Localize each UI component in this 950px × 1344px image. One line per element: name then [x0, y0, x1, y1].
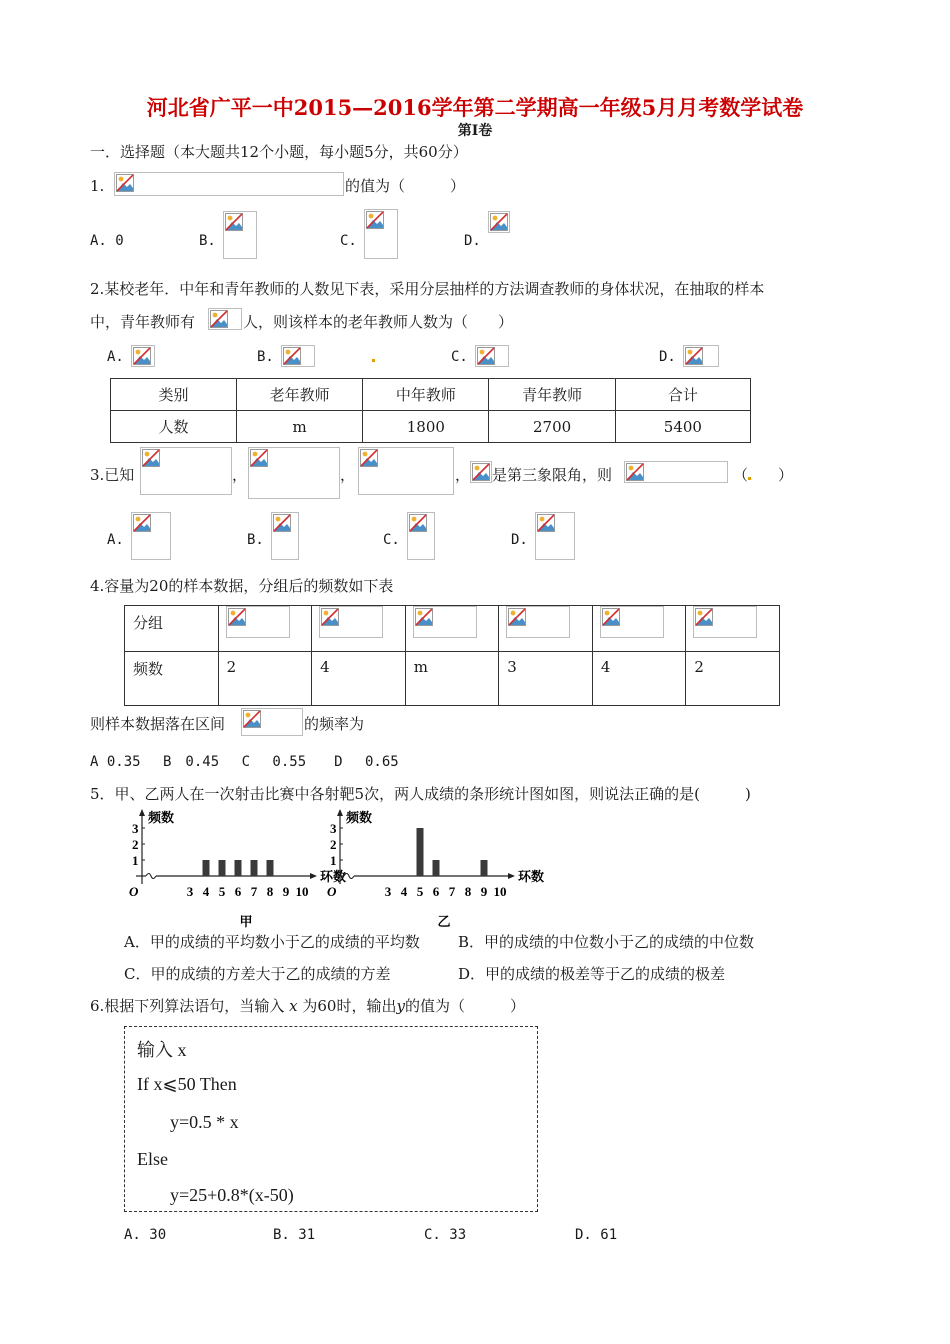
- image-icon: [472, 463, 490, 481]
- y-axis-arrow: [139, 809, 145, 816]
- y-axis-label: 频数: [148, 810, 175, 825]
- q5-option-c: C．甲的成绩的方差大于乙的成绩的方差: [124, 965, 391, 983]
- y-axis-label: 频数: [346, 810, 373, 825]
- formula-image: [488, 211, 510, 233]
- q6-option-a: A. 30: [124, 1227, 167, 1243]
- table-cell: [405, 606, 499, 652]
- origin-label: O: [129, 884, 139, 899]
- image-icon: [409, 514, 427, 532]
- q6-var-x: x: [289, 997, 298, 1015]
- image-icon: [273, 514, 291, 532]
- image-icon: [508, 608, 526, 626]
- image-icon: [360, 449, 378, 467]
- table-cell: [686, 606, 780, 652]
- q3-option-d: D.: [511, 532, 528, 548]
- q6-stem-a: 6.根据下列算法语句，当输入: [90, 997, 285, 1015]
- q1-option-c: C.: [340, 233, 357, 249]
- bar: [235, 860, 242, 876]
- x-tick-label: 10: [493, 884, 507, 899]
- formula-image: [407, 512, 435, 560]
- q5-stem: 5．甲、乙两人在一次射击比赛中各射靶5次，两人成绩的条形统计图如图，则说法正确的是( ): [90, 785, 751, 803]
- x-tick-label: 10: [295, 884, 309, 899]
- table-header: 青年教师: [489, 379, 615, 411]
- code-line: y=0.5 * x: [170, 1112, 239, 1132]
- x-axis-label: 环数: [518, 869, 545, 884]
- formula-image: [683, 345, 719, 367]
- table-cell: 2: [686, 652, 780, 706]
- table-cell: 人数: [111, 411, 237, 443]
- formula-image: [140, 447, 232, 495]
- y-tick-label: 1: [330, 853, 337, 868]
- q6-option-c: C. 33: [424, 1227, 467, 1243]
- x-tick-label: 9: [282, 884, 290, 899]
- formula-image: [271, 512, 299, 560]
- table-header: 中年教师: [363, 379, 489, 411]
- formula-image: [114, 172, 344, 196]
- bar: [219, 860, 226, 876]
- image-icon: [477, 347, 495, 365]
- x-tick-label: 8: [266, 884, 274, 899]
- x-tick-label: 4: [400, 884, 408, 899]
- q3-option-b: B.: [247, 532, 264, 548]
- bar: [267, 860, 274, 876]
- q5-option-b: B．甲的成绩的中位数小于乙的成绩的中位数: [458, 933, 755, 951]
- x-tick-label: 8: [464, 884, 472, 899]
- y-tick-label: 1: [132, 853, 139, 868]
- x-tick-label: 9: [480, 884, 488, 899]
- table-cell: 5400: [615, 411, 750, 443]
- x-tick-label: 3: [384, 884, 392, 899]
- y-tick-label: 3: [330, 821, 337, 836]
- x-tick-label: 7: [448, 884, 456, 899]
- q3-comma: ，: [455, 466, 471, 484]
- q1-option-d: D.: [464, 233, 481, 249]
- q2-option-b: B.: [257, 349, 274, 365]
- q4-options: A 0.35 B 0.45 C 0.55 D 0.65: [90, 754, 399, 770]
- table-cell: 3: [499, 652, 593, 706]
- q2-line2b: 人，则该样本的老年教师人数为（ ）: [243, 313, 514, 331]
- bar-charts: [120, 810, 545, 934]
- q2-option-d: D.: [659, 349, 676, 365]
- q6-stem-b: 为60时，输出: [302, 997, 397, 1015]
- formula-image: [535, 512, 575, 560]
- y-tick-label: 2: [330, 837, 337, 852]
- q6-stem: [90, 996, 525, 1016]
- q2-option-a: A.: [107, 349, 124, 365]
- formula-image: [693, 606, 757, 638]
- image-icon: [366, 211, 384, 229]
- image-icon: [415, 608, 433, 626]
- frequency-table: [124, 605, 780, 706]
- image-icon: [685, 347, 703, 365]
- formula-image: [470, 461, 492, 483]
- table-header: 分组: [125, 606, 219, 652]
- table-cell: 2: [218, 652, 312, 706]
- image-icon: [228, 608, 246, 626]
- bar: [481, 860, 488, 876]
- bar: [203, 860, 210, 876]
- table-header: 老年教师: [237, 379, 363, 411]
- table-cell: [312, 606, 406, 652]
- formula-image: [600, 606, 664, 638]
- formula-image: [281, 345, 315, 367]
- table-cell: [218, 606, 312, 652]
- formula-image: [248, 447, 340, 499]
- table-cell: [592, 606, 686, 652]
- image-icon: [210, 310, 228, 328]
- formula-image: [413, 606, 477, 638]
- q3-mid: 是第三象限角，则: [492, 466, 613, 484]
- formula-image: [506, 606, 570, 638]
- y-axis-arrow: [337, 809, 343, 816]
- table-cell: m: [405, 652, 499, 706]
- x-tick-label: 5: [416, 884, 424, 899]
- bar: [251, 860, 258, 876]
- image-icon: [250, 449, 268, 467]
- q3-prefix: 3.已知: [90, 466, 135, 484]
- origin-label: O: [327, 884, 337, 899]
- q4-stem: 4.容量为20的样本数据，分组后的频数如下表: [90, 577, 394, 595]
- stray-mark: [748, 477, 751, 480]
- formula-image: [226, 606, 290, 638]
- chart-title: 乙: [437, 914, 451, 929]
- formula-image: [364, 209, 398, 259]
- x-tick-label: 3: [186, 884, 194, 899]
- formula-image: [131, 512, 171, 560]
- image-icon: [537, 514, 555, 532]
- image-icon: [133, 514, 151, 532]
- q3-paren-close: ）: [778, 466, 794, 484]
- y-tick-label: 2: [132, 837, 139, 852]
- q4-line2a: 则样本数据落在区间: [90, 715, 226, 733]
- bar: [417, 828, 424, 876]
- q6-var-y: y: [396, 997, 405, 1015]
- bar: [433, 860, 440, 876]
- table-cell: m: [237, 411, 363, 443]
- formula-image: [358, 447, 454, 495]
- x-axis-arrow: [310, 873, 317, 879]
- q2-line2a: 中，青年教师有: [90, 313, 196, 331]
- formula-image: [319, 606, 383, 638]
- image-icon: [225, 213, 243, 231]
- x-tick-label: 7: [250, 884, 258, 899]
- q3-comma: ，: [232, 466, 248, 484]
- code-line: 输入 x: [137, 1040, 187, 1060]
- y-tick-label: 3: [132, 821, 139, 836]
- image-icon: [133, 347, 151, 365]
- code-line: If x⩽50 Then: [137, 1074, 237, 1094]
- q3-option-a: A.: [107, 532, 124, 548]
- image-icon: [626, 463, 644, 481]
- table-cell: [499, 606, 593, 652]
- q5-option-a: A．甲的成绩的平均数小于乙的成绩的平均数: [124, 933, 420, 951]
- exam-title: 河北省广平一中2015—2016学年第二学期高一年级5月月考数学试卷: [146, 95, 804, 120]
- q1-stem: 的值为（ ）: [345, 177, 466, 195]
- table-header: 频数: [125, 652, 219, 706]
- image-icon: [490, 213, 508, 231]
- teacher-count-table: [110, 378, 751, 443]
- formula-image: [208, 308, 242, 330]
- q6-option-d: D. 61: [575, 1227, 618, 1243]
- q2-option-c: C.: [451, 349, 468, 365]
- q6-option-b: B. 31: [273, 1227, 316, 1243]
- x-tick-label: 6: [432, 884, 440, 899]
- q1-option-a: A. 0: [90, 233, 124, 249]
- x-tick-label: 6: [234, 884, 242, 899]
- image-icon: [321, 608, 339, 626]
- x-axis-arrow: [508, 873, 515, 879]
- x-axis-label: 环数: [320, 869, 347, 884]
- image-icon: [116, 174, 134, 192]
- stray-mark: [372, 359, 375, 362]
- formula-image: [475, 345, 509, 367]
- q6-stem-c: 的值为（ ）: [404, 997, 525, 1015]
- q3-comma: ，: [340, 466, 356, 484]
- table-cell: 4: [592, 652, 686, 706]
- x-axis-break: [146, 874, 156, 879]
- q2-line1: 2.某校老年．中年和青年教师的人数见下表，采用分层抽样的方法调查教师的身体状况，在抽取的样本: [90, 280, 765, 298]
- q4-line2b: 的频率为: [304, 715, 365, 733]
- q3-paren-open: （: [733, 466, 749, 484]
- table-header: 合计: [615, 379, 750, 411]
- q1-number: 1.: [90, 177, 105, 195]
- code-line: Else: [137, 1149, 168, 1169]
- image-icon: [142, 449, 160, 467]
- formula-image: [624, 461, 728, 483]
- image-icon: [602, 608, 620, 626]
- section-instructions: 一．选择题（本大题共12个小题，每小题5分，共60分）: [90, 143, 468, 161]
- section-title: 第Ⅰ卷: [457, 123, 493, 139]
- image-icon: [243, 710, 261, 728]
- table-header: 类别: [111, 379, 237, 411]
- table-cell: 4: [312, 652, 406, 706]
- image-icon: [695, 608, 713, 626]
- x-tick-label: 4: [202, 884, 210, 899]
- formula-image: [223, 211, 257, 259]
- code-line: y=25+0.8*(x-50): [170, 1185, 294, 1205]
- x-tick-label: 5: [218, 884, 226, 899]
- image-icon: [283, 347, 301, 365]
- table-cell: 2700: [489, 411, 615, 443]
- q3-option-c: C.: [383, 532, 400, 548]
- table-cell: 1800: [363, 411, 489, 443]
- formula-image: [241, 708, 303, 736]
- q5-option-d: D．甲的成绩的极差等于乙的成绩的极差: [458, 965, 726, 983]
- formula-image: [131, 345, 155, 367]
- q1-option-b: B.: [199, 233, 216, 249]
- chart-title: 甲: [239, 914, 253, 929]
